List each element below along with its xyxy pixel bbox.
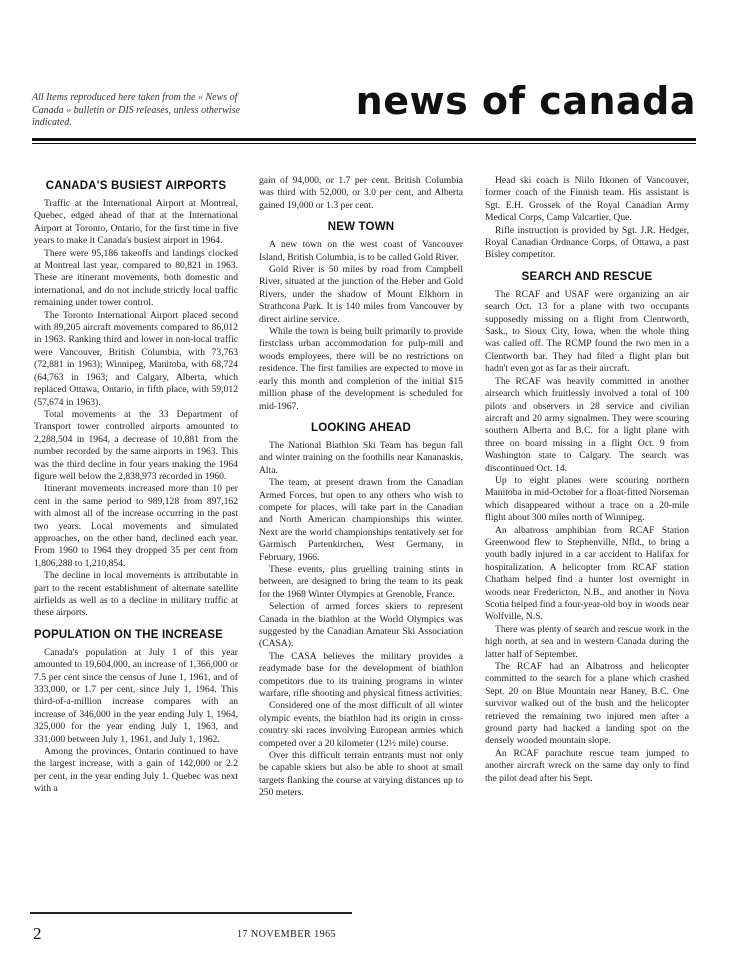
paragraph: The RCAF and USAF were organizing an air search Oct. 13 for a plane with two occupants supposedly missing on a flight from Clentworth, Sask., to Sioux City, Iowa, when the whole thing was called off. The RCMP found the two men in a Clentworth bar. They had filed a flight plan but hadn't even got as far as their aircraft.: [485, 288, 689, 375]
paragraph: Total movements at the 33 Department of Transport tower controlled airports amounted to 2,288,504 in 1964, a decrease of 10,881 from the number recorded by the same airports in 1963. This was the third decline in four years making the 1964 figure well below the 2,838,973 recorded in 1960.: [34, 408, 238, 482]
paragraph: The decline in local movements is attributable in part to the recent establishment of alternate satellite airfields as well as to a decline in military traffic at these airports.: [34, 570, 238, 619]
paragraph: The National Biathlon Ski Team has begun fall and winter training on the foothills near Kananaskis, Alta.: [259, 439, 463, 476]
paragraph: Head ski coach is Niilo Itkonen of Vancouver, former coach of the Finnish team. His assistant is Sgt. E.H. Grossek of the Royal Canadian Army Medical Corps, Camp Valcartier, Que.: [485, 175, 689, 224]
article-heading-population: POPULATION ON THE INCREASE: [34, 628, 223, 641]
paragraph: Canada's population at July 1 of this year amounted to 19,604,000, an increase of 1,366,000 or 7.5 per cent since the census of June 1, 1961, and of 333,000, or 1.7 per cent, since July 1, 1964. This third-of-a-million increase compares with an increase of 346,000 in the year ending July 1, 1964, 325,000 for the year ending July 1, 1963, and 331,000 between July 1, 1961, and July 1, 1962.: [34, 646, 238, 745]
paragraph: The RCAF was heavily committed in another airsearch which fruitlessly involved a total of 100 pilots and observers in 28 service and civilian aircraft and 20 army signalmen. They were scouring southern Alberta and B.C. for a light plane with three on board missing in a flight Oct. 9 from Washington state to Calgary. The search was discontinued Oct. 14.: [485, 375, 689, 474]
column-2: [259, 175, 463, 895]
paragraph: Among the provinces, Ontario continued to have the largest increase, with a gain of 142,000 or 2.2 per cent, in the year ending July 1. Quebec was next with a: [34, 746, 238, 795]
paragraph: Gold River is 50 miles by road from Campbell River, situated at the junction of the Heber and Gold Rivers, under the shadow of Mount Elkhorn in Strathcona Park. It is 140 miles from Vancouver by direct airline service.: [259, 264, 463, 325]
paragraph: The RCAF had an Albatross and helicopter committed to the search for a plane which crashed Sept. 20 on Blue Mountain near Haney, B.C. One survivor walked out of the bush and the helicopter retrieved the remaining two injured men after a ground party had hacked a landing spot on the densely wooded mountain slope.: [485, 661, 689, 747]
paragraph: The Toronto International Airport placed second with 89,205 aircraft movements compared to 86,012 in 1963. Ranking third and lower in non-local traffic were Vancouver, British Columbia, with 73,763 (72,881 in 1963); Winnipeg, Manitoba, with 68,724 (64,763 in 1963; and Calgary, Alberta, which replaced Ottawa, Ontario, in fifth place, with 59,012 (57,674 in 1963).: [34, 309, 238, 408]
header-rule-thin: [32, 143, 696, 144]
paragraph: Considered one of the most difficult of all winter olympic events, the biathlon had its origin in cross-country ski races involving European armies which competed over a 20 kilometer (12½ mile) course.: [259, 700, 463, 749]
paragraph: While the town is being built primarily to provide firstclass urban accommodation for pulp-mill and woods employees, there will be no restrictions on residence. The first families are expected to move in early this month and completion of the initial $15 million phase of the development is scheduled for mid-1967.: [259, 326, 463, 412]
column-1: [34, 175, 238, 895]
issue-date: 17 NOVEMBER 1965: [237, 929, 337, 940]
page-number: 2: [33, 924, 42, 943]
source-note: All Items reproduced here taken from the « News of Canada » bulletin or DIS releases, unless otherwise indicated.: [32, 92, 240, 128]
article-heading-new-town: NEW TOWN: [327, 221, 395, 234]
header-rule: [32, 138, 696, 141]
paragraph-continued: gain of 94,000, or 1.7 per cent. British Columbia was third with 52,000, or 3.0 per cent, and Alberta gained 19,000 or 1.3 per cent.: [259, 175, 463, 211]
paragraph: Selection of armed forces skiers to represent Canada in the biathlon at the World Olympics was suggested by the Canadian Amateur Ski Association (CASA).: [259, 601, 463, 650]
article-heading-busiest-airports: CANADA'S BUSIEST AIRPORTS: [45, 180, 227, 192]
paragraph: Over this difficult terrain entrants must not only be capable skiers but also be able to shoot at small targets flanking the course at varying distances up to 250 meters.: [259, 750, 463, 799]
paragraph: Itinerant movements increased more than 10 per cent in the same period to 989,128 from 897,162 with almost all of the increase occurring in the past two years. Local movements and simulated approaches, on the other hand, declined each year. From 1960 to 1964 they dropped 35 per cent from 1,806,288 to 1,210,854.: [34, 483, 238, 569]
paragraph: The CASA believes the military provides a readymade base for the development of biathlon competitors due to its training programs in winter warfare, rifle shooting and physical fitness activities.: [259, 650, 463, 700]
paragraph: An albatross amphibian from RCAF Station Greenwood flew to Stephenville, Nfld., to bring a youth badly injured in a car accident to Halifax for hospitalization. A helicopter from RCAF station Chatham helped find a hunter lost overnight in woods near Fredericton, N.B., and another in Nova Scotia helped find a four-year-old boy in woods near Wolfville, N.S.: [485, 524, 689, 623]
paragraph: Traffic at the International Airport at Montreal, Quebec, edged ahead of that at the International Airport at Toronto, Ontario, for the first time in five years to make it Canada's busiest airport in 1964.: [34, 198, 238, 247]
article-heading-looking-ahead: LOOKING AHEAD: [311, 421, 411, 434]
paragraph: Up to eight planes were scouring northern Manitoba in mid-October for a float-fitted Norseman which disappeared without a trace on a 20-mile flight about 300 miles north of Winnipeg.: [485, 474, 689, 524]
paragraph: These events, plus gruelling training stints in between, are designed to bring the team to its peak for the 1968 Winter Olympics at Grenoble, France.: [259, 563, 463, 600]
footer-rule: [30, 912, 352, 914]
section-title: news of canada: [355, 79, 696, 123]
article-heading-search-rescue: SEARCH AND RESCUE: [521, 270, 653, 283]
paragraph: An RCAF parachute rescue team jumped to another aircraft wreck on the same day only to find the pilot dead after his Sept.: [485, 747, 689, 784]
paragraph: A new town on the west coast of Vancouver Island, British Columbia, is to be called Gold River.: [259, 239, 463, 263]
paragraph: Rifle instruction is provided by Sgt. J.R. Hedger, Royal Canadian Ordnance Corps, of Ottawa, a past Bisley competitor.: [485, 224, 689, 261]
paragraph: The team, at present drawn from the Canadian Armed Forces, but open to any others who wish to compete for places, will take part in the Canadian and North American championships this winter. Next are the world championships tentatively set for Garmisch Partenkirchen, West Germany, in February, 1966.: [259, 477, 463, 563]
paragraph: There was plenty of search and rescue work in the high north, at sea and in western Canada during the latter half of September.: [485, 623, 689, 660]
column-3: [485, 175, 689, 895]
paragraph: There were 95,186 takeoffs and landings clocked at Montreal last year, compared to 80,821 in 1963. These are itinerant movements, both domestic and international, and do not include strictly local traffic remaining under tower control.: [34, 247, 238, 309]
